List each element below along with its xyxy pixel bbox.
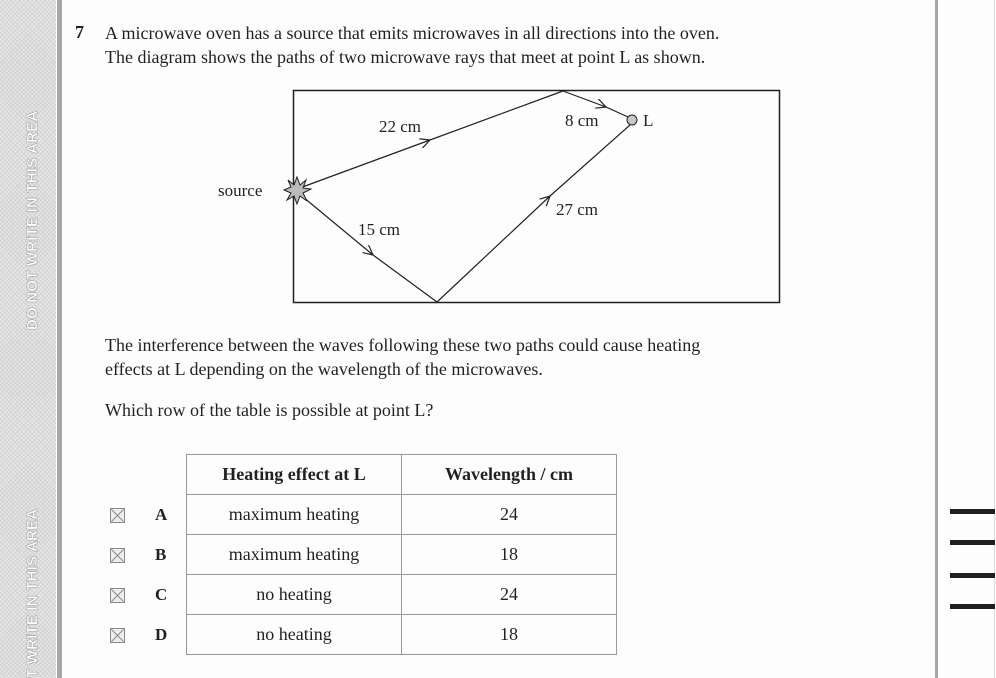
cell-wavelength: 18 [402, 615, 617, 655]
option-d[interactable] [110, 625, 167, 645]
option-letter: B [155, 545, 167, 564]
point-l-label: L [643, 111, 654, 130]
question-number: 7 [75, 22, 84, 42]
cell-effect: no heating [187, 575, 402, 615]
cell-wavelength: 24 [402, 575, 617, 615]
margin-warning-lower: T WRITE IN THIS AREA [24, 508, 41, 678]
question-body-2: effects at L depending on the wavelength of the microwaves. [105, 359, 543, 379]
microwave-diagram [0, 0, 996, 330]
path-length-8: 8 cm [565, 111, 599, 130]
checkbox-icon[interactable] [110, 508, 125, 523]
question-intro-2: The diagram shows the paths of two microwave rays that meet at point L as shown. [105, 47, 706, 67]
path-length-15: 15 cm [358, 220, 401, 239]
source-label: source [218, 181, 263, 200]
cell-wavelength: 24 [402, 495, 617, 535]
checkbox-icon[interactable] [110, 548, 125, 563]
header-heating-effect: Heating effect at L [187, 455, 402, 495]
option-letter: D [155, 625, 168, 644]
cell-wavelength: 18 [402, 535, 617, 575]
scan-mark [950, 509, 995, 514]
scan-mark [950, 573, 995, 578]
path-length-27: 27 cm [556, 200, 599, 219]
option-b[interactable] [110, 545, 166, 565]
checkbox-icon[interactable] [110, 628, 125, 643]
point-l-marker [627, 115, 637, 125]
scan-mark [950, 604, 995, 609]
table-row [187, 535, 617, 575]
table-row [187, 495, 617, 535]
answer-table [186, 454, 617, 655]
source-starburst-icon [284, 177, 311, 204]
option-c[interactable] [110, 585, 167, 605]
oven-outline [294, 91, 780, 303]
table-row [187, 575, 617, 615]
table-row [187, 615, 617, 655]
margin-warning-upper: DO NOT WRITE IN THIS AREA [24, 110, 41, 330]
question-intro-1: A microwave oven has a source that emits microwaves in all directions into the oven. [105, 23, 720, 43]
scan-mark [950, 540, 995, 545]
question-prompt: Which row of the table is possible at point L? [105, 400, 434, 420]
cell-effect: maximum heating [187, 535, 402, 575]
path-length-22: 22 cm [379, 117, 422, 136]
option-letter: C [155, 585, 168, 604]
header-wavelength: Wavelength / cm [402, 455, 617, 495]
checkbox-icon[interactable] [110, 588, 125, 603]
option-letter: A [155, 505, 168, 524]
option-a[interactable] [110, 505, 167, 525]
question-body-1: The interference between the waves following these two paths could cause heating [105, 335, 701, 355]
cell-effect: no heating [187, 615, 402, 655]
cell-effect: maximum heating [187, 495, 402, 535]
